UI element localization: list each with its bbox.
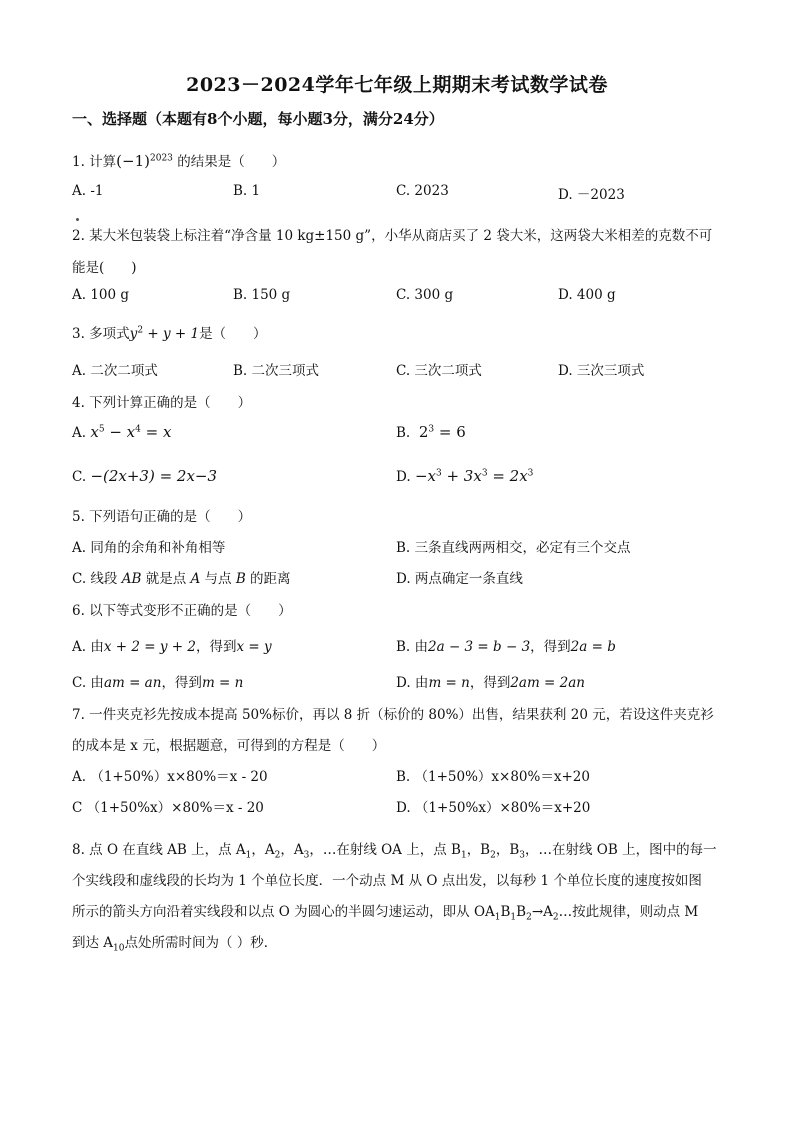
question-6-option-b: B. 由2a − 3 = b − 3，得到2a = b [396, 639, 616, 655]
question-4-stem: 4. 下列计算正确的是（ ） [72, 395, 252, 411]
question-4-option-b: B. $2^3 = 6$ [396, 423, 466, 441]
question-8-line-3: 所示的箭头方向沿着实线段和以点 O 为圆心的半圆匀速运动，即从 $OA_1B_1B_2\to A_2\dots$按此规律，则动点 M [72, 904, 699, 923]
question-3-stem: 3. 多项式$y^2 + y + 1$是（ ） [72, 325, 267, 342]
question-1-option-d: D. －2023 [558, 187, 625, 203]
question-6-option-d: D. 由m = n，得到2am = 2an [396, 675, 585, 691]
question-7-option-b: B. （1+50%）x×80%＝x+20 [396, 769, 590, 785]
question-1-option-b: B. 1 [233, 183, 261, 199]
question-7-option-a: A. （1+50%）x×80%＝x - 20 [72, 769, 268, 785]
page-title: 2023－2024学年七年级上期期末考试数学试卷 [186, 74, 608, 96]
question-5-option-b: B. 三条直线两两相交，必定有三个交点 [396, 540, 631, 556]
question-1-option-c: C. 2023 [396, 183, 449, 199]
question-5-option-d: D. 两点确定一条直线 [396, 571, 523, 587]
question-2-line-2: 能是( ) [72, 260, 137, 276]
question-3-option-b: B. 二次三项式 [233, 363, 320, 379]
question-6-option-a: A. 由x + 2 = y + 2，得到x = y [72, 639, 272, 655]
question-7-option-c: C （1+50%x）×80%＝x - 20 [72, 800, 264, 816]
question-4-option-a: A. $x^5 - x^4 = x$ [72, 423, 172, 441]
question-4-option-c: C. −(2x+3) = 2x−3 [72, 467, 218, 485]
question-2-option-b: B. 150 g [233, 287, 291, 303]
question-8-line-1: 8. 点 O 在直线 AB 上，点 $A_1$，$A_2$，$A_3$，…在射线 OA 上，点 $B_1$，$B_2$，$B_3$，…在射线 OB 上，图中的每一 [72, 842, 717, 861]
question-5-stem: 5. 下列语句正确的是（ ） [72, 509, 252, 525]
question-6-option-c: C. 由am = an，得到m = n [72, 675, 244, 691]
question-2-option-d: D. 400 g [558, 287, 616, 303]
question-1-option-a: A. -1 [72, 183, 104, 199]
question-1-stem: 1. 计算$(-1)^{2023}$ 的结果是（ ） [72, 152, 286, 170]
question-7-line-2: 的成本是 x 元，根据题意，可得到的方程是（ ） [72, 738, 386, 754]
question-7-line-1: 7. 一件夹克衫先按成本提高 50%标价，再以 8 折（标价的 80%）出售，结果获利 20 元，若设这件夹克衫 [72, 707, 714, 723]
question-8-line-4: 到达 $A_{10}$点处所需时间为（ ）秒． [72, 935, 278, 954]
question-8-line-2: 个实线段和虚线段的长均为 1 个单位长度．一个动点 M 从 O 点出发，以每秒 1 个单位长度的速度按如图 [72, 873, 702, 889]
question-2-line-1: 2. 某大米包装袋上标注着“净含量 10 kg±150 g”，小华从商店买了 2 袋大米，这两袋大米相差的克数不可 [72, 228, 713, 244]
question-5-option-c: C. 线段 AB 就是点 A 与点 B 的距离 [72, 571, 291, 587]
question-3-option-d: D. 三次三项式 [558, 363, 645, 379]
section-heading: 一、选择题（本题有8个小题，每小题3分，满分24分） [72, 110, 444, 128]
question-2-option-c: C. 300 g [396, 287, 454, 303]
question-2-option-a: A. 100 g [72, 287, 130, 303]
question-5-option-a: A. 同角的余角和补角相等 [72, 540, 226, 556]
question-3-option-a: A. 二次二项式 [72, 363, 158, 379]
question-6-stem: 6. 以下等式变形不正确的是（ ） [72, 603, 292, 619]
mark-dot [76, 218, 79, 221]
question-4-option-d: D. $-x^3 + 3x^3 = 2x^3$ [396, 467, 534, 485]
question-3-option-c: C. 三次二项式 [396, 363, 482, 379]
question-7-option-d: D. （1+50%x）×80%＝x+20 [396, 800, 591, 816]
